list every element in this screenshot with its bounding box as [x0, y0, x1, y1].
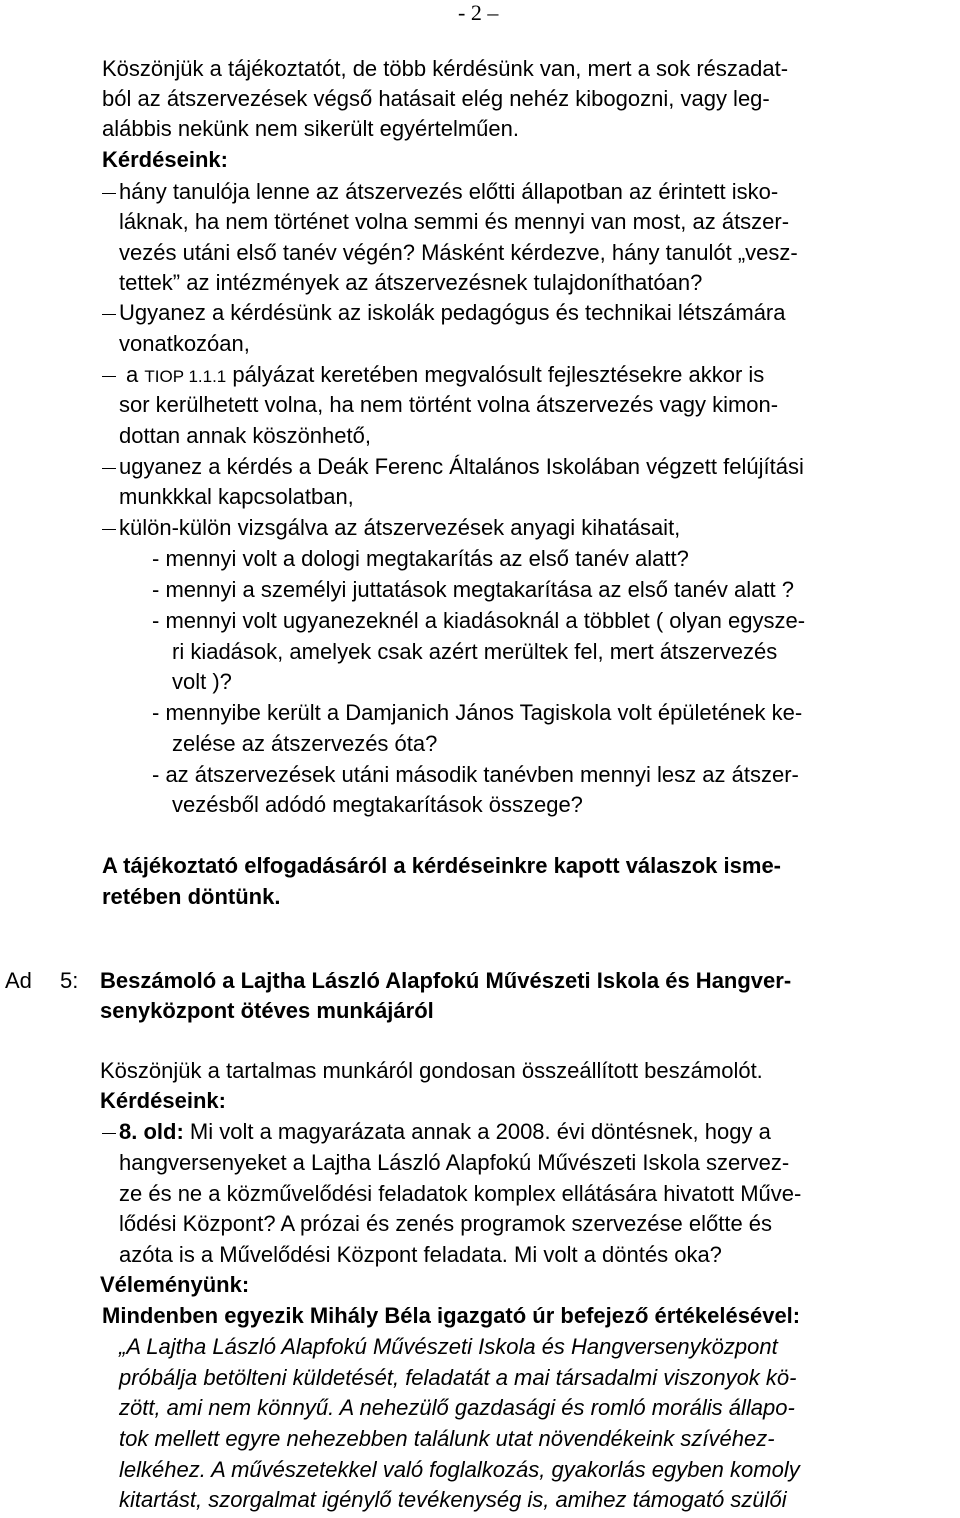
agenda-title-line: Beszámoló a Lajtha László Alapfokú Művészeti Iskola és Hangver-	[100, 968, 792, 993]
bullet-dash	[102, 376, 116, 377]
text-line: ugyanez a kérdés a Deák Ferenc Általános Iskolában végzett felújítási	[119, 454, 804, 479]
text-line: alábbis nekünk nem sikerült egyértelműen.	[102, 116, 520, 141]
quote-line: lelkéhez. A művészetekkel való foglalkozás, gyakorlás egyben komoly	[119, 1457, 800, 1482]
opinion-statement: Mindenben egyezik Mihály Béla igazgató úr befejező értékelésével:	[102, 1303, 801, 1328]
text-line: dottan annak köszönhető,	[119, 423, 371, 448]
quote-line: próbálja betölteni küldetését, feladatát a mai társadalmi viszonyok kö-	[119, 1365, 797, 1390]
text-line: zelése az átszervezés óta?	[172, 731, 438, 756]
text-line: vezés utáni első tanév végén? Másként kérdezve, hány tanulót „vesz-	[119, 240, 798, 265]
text-line: Köszönjük a tájékoztatót, de több kérdésünk van, mert a sok részadat-	[102, 56, 789, 81]
text-line: sor kerülhetett volna, ha nem történt volna átszervezés vagy kimon-	[119, 392, 779, 417]
text-line: vonatkozóan,	[119, 331, 250, 356]
text-line: - mennyi a személyi juttatások megtakarítása az első tanév alatt ?	[152, 577, 794, 602]
page-ref: 8. old:	[119, 1119, 184, 1144]
bullet-dash	[102, 193, 116, 194]
questions-heading: Kérdéseink:	[102, 147, 228, 172]
bullet-dash	[102, 314, 116, 315]
questions-heading: Kérdéseink:	[100, 1088, 226, 1113]
text-line: vezésből adódó megtakarítások összege?	[172, 792, 583, 817]
text-line: azóta is a Művelődési Központ feladata. Mi volt a döntés oka?	[119, 1242, 722, 1267]
text-line: - az átszervezések utáni második tanévben mennyi lesz az átszer-	[152, 762, 799, 787]
text-line: A tájékoztató elfogadásáról a kérdéseinkre kapott válaszok isme-	[102, 853, 782, 878]
text-line: munkkkal kapcsolatban,	[119, 484, 354, 509]
quote-line: „A Lajtha László Alapfokú Művészeti Iskola és Hangversenyközpont	[119, 1334, 778, 1359]
text-line	[119, 1119, 771, 1145]
thanks-line: Köszönjük a tartalmas munkáról gondosan összeállított beszámolót.	[100, 1058, 763, 1083]
text-line: ri kiadások, amelyek csak azért merültek fel, mert átszervezés	[172, 639, 778, 664]
text-line: - mennyi volt ugyanezeknél a kiadásoknál a többlet ( olyan egysze-	[152, 608, 806, 633]
opinion-heading: Véleményünk:	[100, 1272, 250, 1297]
page-number: - 2 –	[458, 0, 499, 25]
text-line: Ugyanez a kérdésünk az iskolák pedagógus és technikai létszámára	[119, 300, 786, 325]
agenda-number: 5:	[60, 968, 79, 993]
quote-line: tok mellett egyre nehezebben találunk utat növendékeink szívéhez-	[119, 1426, 775, 1451]
text-line: tettek” az intézmények az átszervezésnek tulajdoníthatóan?	[119, 270, 703, 295]
text-line: külön-külön vizsgálva az átszervezések anyagi kihatásait,	[119, 515, 681, 540]
text-line: ból az átszervezések végső hatásait elég nehéz kibogozni, vagy leg-	[102, 86, 770, 111]
text-line: - mennyibe került a Damjanich János Tagiskola volt épületének ke-	[152, 700, 803, 725]
text-line: láknak, ha nem történet volna semmi és mennyi van most, az átszer-	[119, 209, 790, 234]
agenda-ad-label: Ad	[5, 968, 32, 993]
text: Mi volt a magyarázata annak a 2008. évi döntésnek, hogy a	[183, 1119, 771, 1144]
text-line: - mennyi volt a dologi megtakarítás az első tanév alatt?	[152, 546, 689, 571]
bullet-dash	[102, 1133, 116, 1134]
text-line: hangversenyeket a Lajtha László Alapfokú Művészeti Iskola szervez-	[119, 1150, 790, 1175]
text-line: lődési Központ? A prózai és zenés programok szervezése előtte és	[119, 1211, 773, 1236]
quote-line: zött, ami nem könnyű. A nehezülő gazdasági és romló morális állapo-	[119, 1395, 795, 1420]
text-line: volt )?	[172, 669, 232, 694]
prefix: a	[126, 362, 145, 387]
text: pályázat keretében megvalósult fejlesztésekre akkor is	[226, 362, 765, 387]
text-line: hány tanulója lenne az átszervezés előtti állapotban az érintett isko-	[119, 179, 779, 204]
bullet-dash	[102, 468, 116, 469]
text-line: retében döntünk.	[102, 884, 281, 909]
text-line: ze és ne a közművelődési feladatok komplex ellátására hivatott Műve-	[119, 1181, 802, 1206]
tiop-code: TIOP 1.1.1	[144, 367, 227, 386]
bullet-dash	[102, 529, 116, 530]
text-line	[126, 362, 764, 390]
agenda-title-line: senyközpont ötéves munkájáról	[100, 998, 434, 1023]
quote-line: kitartást, szorgalmat igénylő tevékenység is, amihez támogató szülői	[119, 1487, 787, 1512]
